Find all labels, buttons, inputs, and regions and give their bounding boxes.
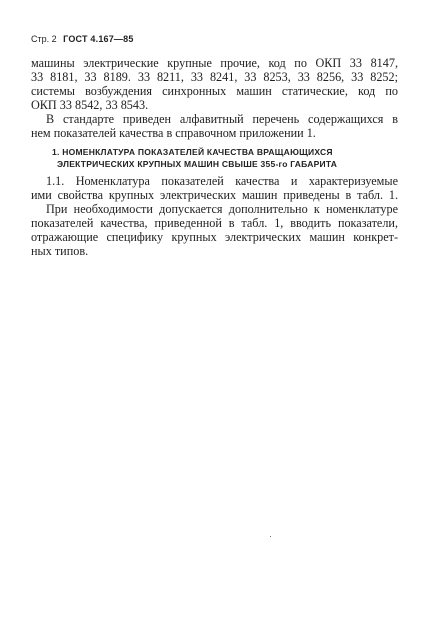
- intro-line: В стандарте приведен алфавитный перечень содержащихся в: [46, 112, 398, 126]
- body-line: отражающие специфику крупных электрических машин конкрет-: [31, 230, 398, 244]
- section-heading-line: ЭЛЕКТРИЧЕСКИХ КРУПНЫХ МАШИН СВЫШЕ 355-го ГАБАРИТА: [57, 159, 338, 169]
- intro-line: ОКП 33 8542, 33 8543.: [31, 98, 149, 112]
- intro-line: системы возбуждения синхронных машин статические, код по: [31, 84, 398, 98]
- body-line: При необходимости допускается дополнительно к номенклатуре: [46, 202, 398, 216]
- page-number: Стр. 2: [31, 34, 57, 44]
- section-heading-line: 1. НОМЕНКЛАТУРА ПОКАЗАТЕЛЕЙ КАЧЕСТВА ВРАЩАЮЩИХСЯ: [52, 147, 333, 157]
- intro-line: нем показателей качества в справочном приложении 1.: [31, 126, 316, 140]
- intro-line: 33 8181, 33 8189. 33 8211, 33 8241, 33 8253, 33 8256, 33 8252;: [31, 70, 398, 84]
- page-header: [31, 34, 134, 44]
- body-line: показателей качества, приведенной в табл. 1, вводить показатели,: [31, 216, 398, 230]
- body-line: 1.1. Номенклатура показателей качества и характеризуемые: [46, 174, 398, 188]
- body-line: ных типов.: [31, 244, 89, 258]
- intro-line: машины электрические крупные прочие, код по ОКП 33 8147,: [31, 56, 398, 70]
- scan-speck: [270, 536, 271, 537]
- body-line: ими свойства крупных электрических машин приведены в табл. 1.: [31, 188, 398, 202]
- standard-number: ГОСТ 4.167—85: [63, 34, 134, 44]
